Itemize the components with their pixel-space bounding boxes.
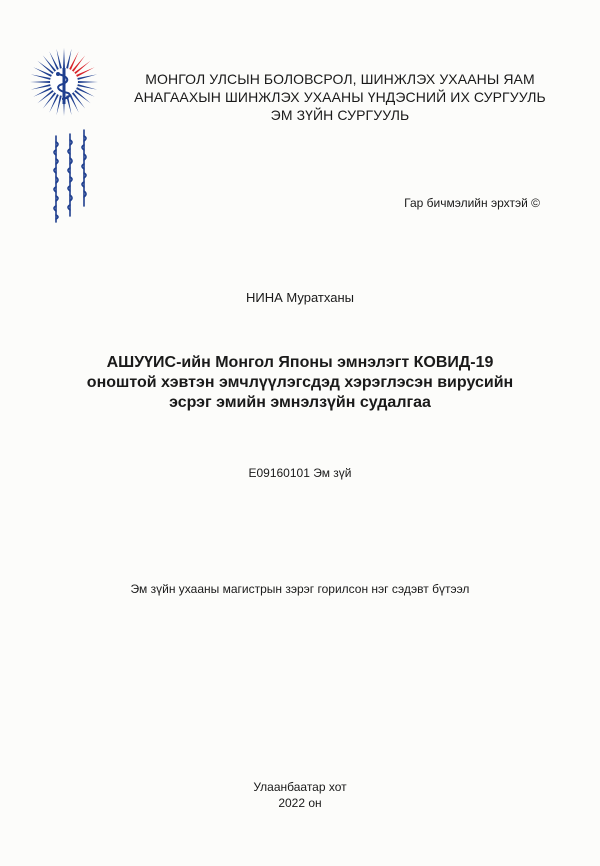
emblem-ray xyxy=(78,81,98,83)
emblem-ray xyxy=(37,61,53,74)
emblem-ray xyxy=(77,84,97,89)
emblem-ray xyxy=(37,90,53,103)
emblem-ray xyxy=(56,49,61,69)
thesis-title xyxy=(40,353,560,413)
program-code: E09160101 Эм зүй xyxy=(248,466,352,480)
emblem-ray xyxy=(74,90,90,103)
author-name: НИНА Муратханы xyxy=(246,290,354,305)
emblem-ray xyxy=(66,49,71,69)
ministry-name: МОНГОЛ УЛСЫН БОЛОВСРОЛ, ШИНЖЛЭХ УХААНЫ ЯАМ xyxy=(145,71,535,87)
emblem-ray xyxy=(56,95,61,115)
school-name: ЭМ ЗҮЙН СУРГУУЛЬ xyxy=(270,107,410,123)
thesis-title-line: оноштой хэвтэн эмчлүүлэгсдэд хэрэглэсэн вирусийн xyxy=(86,374,514,391)
year: 2022 он xyxy=(278,796,322,810)
thesis-title-line: эсрэг эмийн эмнэлзүйн судалгаа xyxy=(169,394,431,411)
place-and-year xyxy=(0,779,600,811)
university-name: АНАГААХЫН ШИНЖЛЭХ УХААНЫ ҮНДЭСНИЙ ИХ СУРГУУЛЬ xyxy=(134,89,546,105)
emblem-ray xyxy=(72,55,85,71)
emblem-ray xyxy=(43,55,56,71)
emblem-ray xyxy=(31,74,51,79)
emblem-ray xyxy=(63,48,65,68)
university-logo xyxy=(26,44,106,234)
copyright-notice: Гар бичмэлийн эрхтэй © xyxy=(404,196,540,210)
university-emblem-icon xyxy=(26,44,106,234)
emblem-ray xyxy=(72,92,85,108)
thesis-title-line: АШУҮИС-ийн Монгол Японы эмнэлэгт КОВИД-19 xyxy=(106,354,494,371)
degree-statement: Эм зүйн ухааны магистрын зэрэг горилсон нэг сэдэвт бүтээл xyxy=(130,582,470,596)
city: Улаанбаатар хот xyxy=(253,780,347,794)
emblem-ray xyxy=(77,74,97,79)
institution-header xyxy=(120,70,560,124)
emblem-ray xyxy=(74,61,90,74)
emblem-ray xyxy=(30,81,50,83)
emblem-ray xyxy=(31,84,51,89)
emblem-ray xyxy=(43,92,56,108)
